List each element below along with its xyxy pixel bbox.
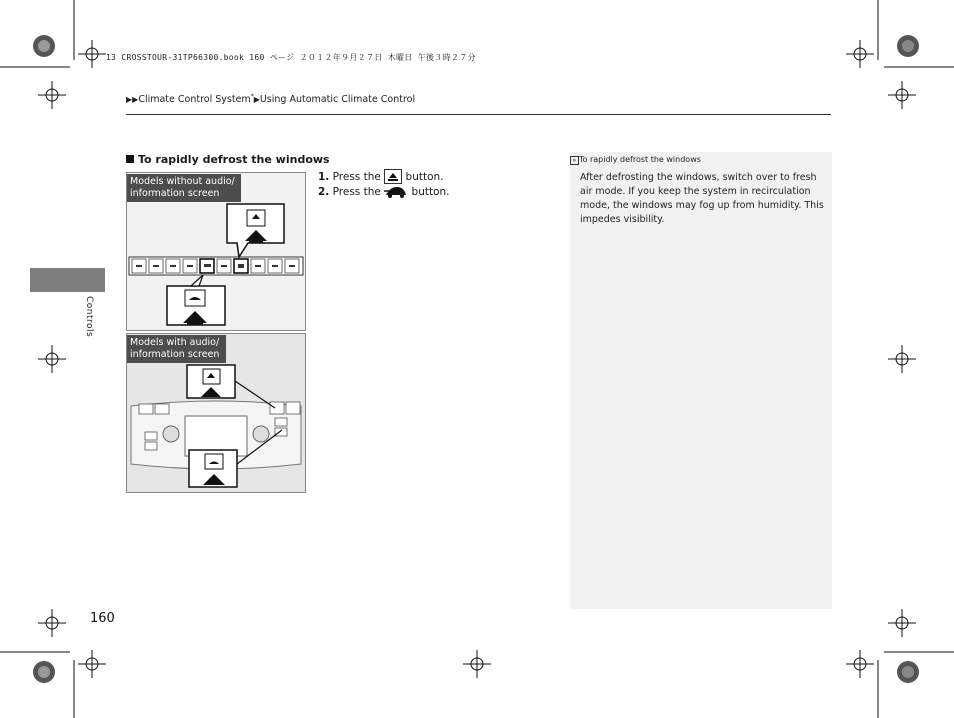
steps-list bbox=[318, 169, 450, 200]
arrow-icon: ▶ bbox=[253, 95, 260, 105]
section-tab-label: Controls bbox=[84, 296, 94, 338]
model-label-with-screen: Models with audio/ information screen bbox=[127, 335, 226, 363]
fresh-air-mode-icon bbox=[384, 185, 408, 198]
page-number: 160 bbox=[90, 611, 115, 626]
figure-with-screen bbox=[126, 333, 306, 493]
reference-arrow-icon: » bbox=[570, 156, 579, 165]
breadcrumb-part1[interactable]: Climate Control System bbox=[138, 94, 251, 106]
sidebar-heading: » To rapidly defrost the windows bbox=[570, 155, 701, 165]
dashboard-illustration bbox=[127, 334, 305, 492]
figure-without-screen bbox=[126, 172, 306, 331]
section-tab bbox=[30, 268, 105, 292]
step-1: 1. Press the button. bbox=[318, 171, 444, 183]
climate-panel-illustration bbox=[127, 173, 305, 330]
print-header: 13 CROSSTOUR-31TP66300.book 160 ページ ２０１２年９月２７日 木曜日 午後３時２７分 bbox=[106, 53, 476, 62]
footnote-mark: * bbox=[250, 93, 254, 100]
front-defrost-icon bbox=[384, 169, 402, 184]
breadcrumb-part2[interactable]: Using Automatic Climate Control bbox=[259, 94, 416, 106]
square-bullet-icon bbox=[126, 155, 134, 163]
breadcrumb bbox=[126, 93, 415, 105]
sidebar-body: After defrosting the windows, switch over to fresh air mode. If you keep the system in recirculation mode, the windows may fog up from humidity. This impedes visibility. bbox=[580, 172, 824, 225]
section-title: To rapidly defrost the windows bbox=[126, 153, 330, 166]
double-arrow-icon: ▶▶ bbox=[126, 95, 139, 105]
header-rule bbox=[126, 114, 831, 115]
model-label-without-screen: Models without audio/ information screen bbox=[127, 174, 241, 202]
step-2: 2. Press the button. bbox=[318, 186, 450, 198]
